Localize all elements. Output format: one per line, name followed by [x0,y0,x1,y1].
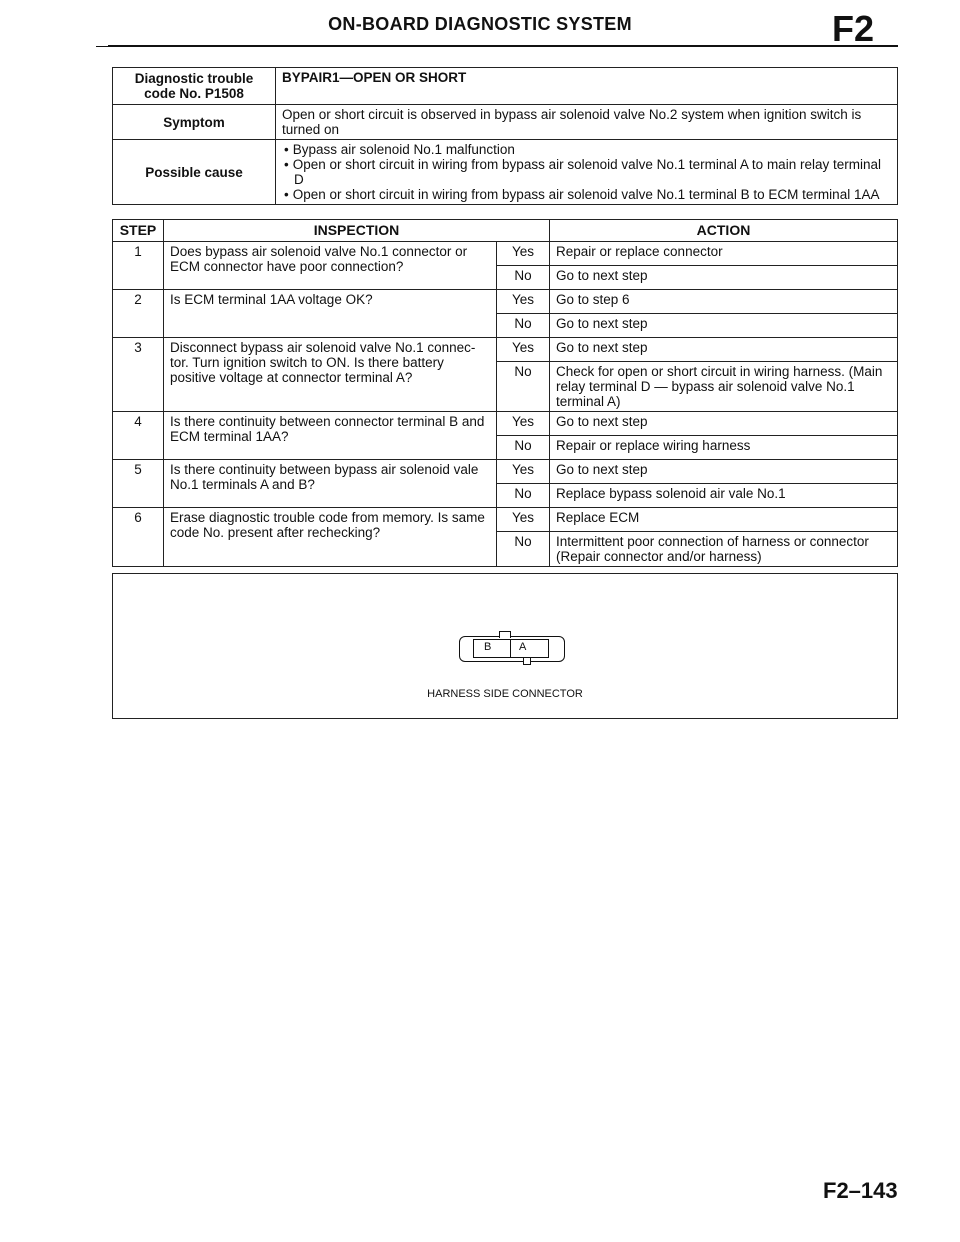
step-inspection: Is ECM terminal 1AA voltage OK? [164,290,497,338]
result-no-label: No [497,484,550,508]
step-number: 1 [113,242,164,290]
col-action-header: ACTION [550,220,898,242]
step-number: 3 [113,338,164,412]
result-no-label: No [497,266,550,290]
result-yes-label: Yes [497,412,550,436]
result-yes-label: Yes [497,460,550,484]
step-inspection: Is there continuity between bypass air solenoid vale No.1 terminals A and B? [164,460,497,508]
section-code: F2 [832,8,875,49]
step-row-yes [113,460,898,484]
step-number: 2 [113,290,164,338]
result-yes-label: Yes [497,338,550,362]
terminal-divider [510,639,511,658]
step-row-yes [113,242,898,266]
step-row-yes [113,508,898,532]
cause-item: • Open or short circuit in wiring from bypass air solenoid valve No.1 terminal B to ECM terminal 1AA [294,187,891,202]
result-no-label: No [497,532,550,567]
col-step-header: STEP [113,220,164,242]
dtc-info-table [112,67,898,205]
dtc-code-label-line2: code No. P1508 [144,86,244,101]
page-number: F2–143 [823,1178,898,1203]
step-inspection: Erase diagnostic trouble code from memory. Is same code No. present after rechecking? [164,508,497,567]
dtc-symptom-row [113,105,898,140]
harness-connector [459,636,563,662]
step-number: 5 [113,460,164,508]
dtc-code-label-line1: Diagnostic trouble [134,71,254,86]
terminal-b-label: B [484,641,492,653]
step-number: 4 [113,412,164,460]
terminal-a-label: A [519,641,527,653]
action-no: Go to next step [550,314,898,338]
result-no-label: No [497,314,550,338]
connector-diagram [112,573,898,719]
step-row-yes [113,412,898,436]
diagram-caption: HARNESS SIDE CONNECTOR [427,688,583,700]
action-no: Check for open or short circuit in wiring harness. (Main relay terminal D — bypass air solenoid valve No.1 terminal A) [550,362,898,412]
connector-key [499,631,511,638]
table-header-row [113,220,898,242]
dtc-cause-row [113,140,898,205]
connector-lock [523,658,531,665]
action-yes: Go to step 6 [550,290,898,314]
step-inspection: Disconnect bypass air solenoid valve No.1 connec-tor. Turn ignition switch to ON. Is there battery positive voltage at connector terminal A? [164,338,497,412]
result-yes-label: Yes [497,508,550,532]
cause-item: • Bypass air solenoid No.1 malfunction [294,142,891,157]
symptom-text: Open or short circuit is observed in bypass air solenoid valve No.2 system when ignition switch is turned on [276,105,898,140]
step-row-yes [113,338,898,362]
result-no-label: No [497,436,550,460]
cause-label: Possible cause [113,140,276,205]
cause-item: • Open or short circuit in wiring from bypass air solenoid valve No.1 terminal A to main relay terminal D [294,157,891,187]
action-yes: Repair or replace connector [550,242,898,266]
step-inspection: Is there continuity between connector terminal B and ECM terminal 1AA? [164,412,497,460]
result-no-label: No [497,362,550,412]
symptom-label: Symptom [113,105,276,140]
action-no: Intermittent poor connection of harness or connector (Repair connector and/or harness) [550,532,898,567]
action-yes: Go to next step [550,412,898,436]
action-yes: Go to next step [550,460,898,484]
col-inspection-header: INSPECTION [164,220,550,242]
action-yes: Go to next step [550,338,898,362]
action-no: Go to next step [550,266,898,290]
dtc-title: BYPAIR1—OPEN OR SHORT [276,68,898,105]
action-yes: Replace ECM [550,508,898,532]
cause-list-cell [276,140,898,205]
step-row-yes [113,290,898,314]
result-yes-label: Yes [497,290,550,314]
troubleshooting-table [112,219,898,567]
action-no: Replace bypass solenoid air vale No.1 [550,484,898,508]
cause-list [282,142,891,202]
page-title: ON-BOARD DIAGNOSTIC SYSTEM [328,14,632,34]
step-inspection: Does bypass air solenoid valve No.1 connector or ECM connector have poor connection? [164,242,497,290]
dtc-code-label [113,68,276,105]
header-rule [108,45,898,47]
action-no: Repair or replace wiring harness [550,436,898,460]
step-number: 6 [113,508,164,567]
result-yes-label: Yes [497,242,550,266]
dtc-code-row [113,68,898,105]
